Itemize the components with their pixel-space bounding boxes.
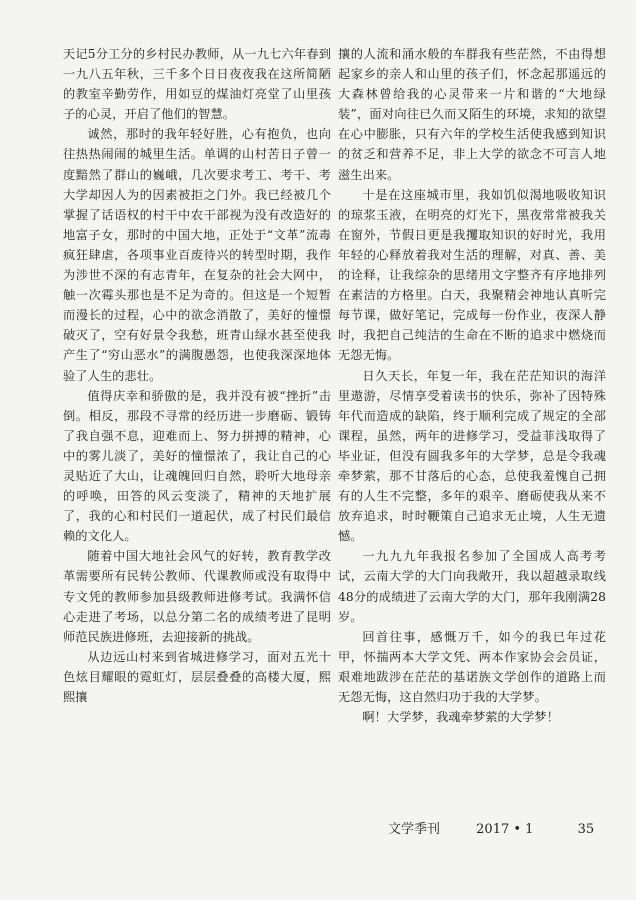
paragraph: 诚然，那时的我年轻好胜，心有抱负，也向往热热闹闹的城里生活。单调的山村苦日子曾一度黯然了群山的巍峨，几次要求考工、考干、考大学却因人为的因素被拒之门外。我已经被几个掌握了话语权的村干中农干部视为没有改造好的地富子女，那时的中国大地，正处于“文革”流毒疯狂肆虐，各项事业百废待兴的转型时期，我作为涉世不深的有志青年，在复杂的社会大网中，触一次霉头那也是不足为奇的。但这是一个短暂而漫长的过程，心中的欲念消散了，美好的憧憬破灭了，空有好景令我愁，班青山绿水甚至使我产生了“穷山恶水”的满腹愚怨，也使我深深地体验了人生的悲壮。 [63, 127, 331, 383]
page-footer [388, 818, 594, 837]
left-column [63, 44, 331, 707]
paragraph: 十是在这座城市里，我如饥似渴地吸收知识的琼浆玉液，在明亮的灯光下，黑夜常常被我关在窗外，节假日更是我攫取知识的好时光，我用年轻的心释放着我对生活的理解，对真、善、美的诠释，让我综杂的思绪用文字整齐有序地排列在素洁的方格里。白天，我聚精会神地认真听完每节课，做好笔记，完成每一份作业，夜深人静时，我把自己纯洁的生命在不断的追求中燃烧而无怨无悔。 [338, 187, 606, 363]
paragraph: 从边远山村来到省城进修学习，面对五光十色炫目耀眼的霓虹灯，层层叠叠的高楼大厦，熙熙攘 [63, 649, 331, 704]
paragraph: 啊！大学梦，我魂牵梦萦的大学梦！ [362, 710, 559, 725]
page-number: 35 [577, 822, 595, 837]
right-column [338, 44, 606, 727]
journal-name: 文学季刊 [388, 822, 441, 837]
paragraph: 攘的人流和涌水般的车群我有些茫然，不由得想起家乡的亲人和山里的孩子们，怀念起那遥远的大森林曾给我的心灵带来一片和谐的“大地绿装”，面对向往已久而又陌生的环境，求知的欲望在心中膨胀，只有六年的学校生活使我感到知识的贫乏和营养不足，非上大学的欲念不可言人地滋生出来。 [338, 47, 606, 182]
paragraph: 回首往事，感慨万千，如今的我已年过花甲，怀揣两本大学文凭、两本作家协会会员证，艰难地跋涉在茫茫的基诺族文学创作的道路上而无怨无悔，这自然归功于我的大学梦。 [338, 629, 606, 704]
paragraph: 随着中国大地社会风气的好转，教育教学改革需要所有民转公教师、代课教师或没有取得中专文凭的教师参加县级教师进修考试。我满怀信心走进了考场，以总分第二名的成绩考进了昆明师范民族进修班，去迎接新的挑战。 [63, 549, 331, 644]
paragraph: 一九九九年我报名参加了全国成人高考考试，云南大学的大门向我敞开，我以超越录取线48分的成绩进了云南大学的大门，那年我刚满28岁。 [338, 549, 606, 624]
paragraph: 天记5分工分的乡村民办教师，从一九七六年春到一九八五年秋，三千多个日日夜夜我在这所简陋的教室辛勤劳作，用如豆的煤油灯亮堂了山里孩子的心灵，开启了他们的智慧。 [63, 47, 331, 122]
paragraph: 值得庆幸和骄傲的是，我并没有被“挫折”击倒。相反，那段不寻常的经历进一步磨砺、锻铸了我自强不息，迎难而上、努力拼搏的精神，心中的雾儿淡了，美好的憧憬浓了，我让自己的心灵贴近了大山，让魂魄回归自然，聆听大地母亲的呼唤，田答的风云变淡了，精神的天地扩展了，我的心和村民们一道起伏，成了村民们最信赖的文化人。 [63, 388, 331, 544]
issue-number: 2017 • 1 [476, 822, 534, 837]
paragraph: 日久天长，年复一年，我在茫茫知识的海洋里遨游，尽情享受着读书的快乐，弥补了因特殊年代而造成的缺陷，终于顺利完成了规定的全部课程，虽然，两年的进修学习，受益菲浅取得了毕业证，但没有圆我多年的大学梦，总是令我魂牵梦萦，那不甘落后的心态，总使我羞愧自己拥有的人生不完整，多年的艰辛、磨砺使我从来不放弃追求，时时鞭策自己追求无止境，人生无遗憾。 [338, 368, 606, 544]
